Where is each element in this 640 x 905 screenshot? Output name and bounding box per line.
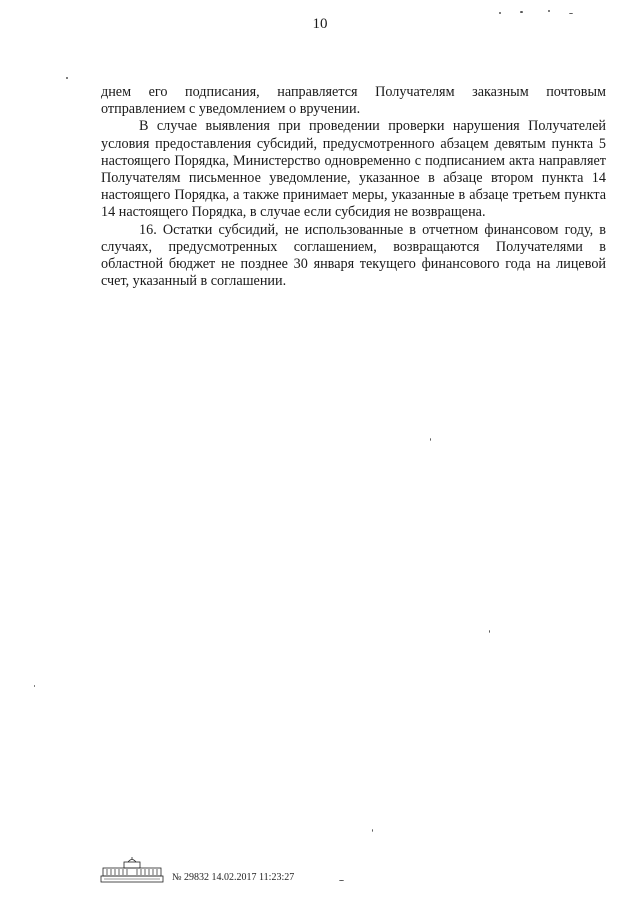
scan-speck [66, 77, 68, 79]
scan-speck [520, 11, 523, 13]
scan-speck [489, 630, 490, 633]
scan-speck [339, 880, 344, 881]
document-body [101, 84, 606, 290]
scan-speck [34, 685, 35, 687]
scan-speck [499, 12, 501, 14]
paragraph-item-16: 16. Остатки субсидий, не использованные в отчетном финансовом году, в случаях, предусмотренных соглашением, возвращаются Получателями в областной бюджет не позднее 30 января текущего финансового года на лицевой счет, указанный в соглашении. [101, 221, 606, 290]
registration-stamp: № 29832 14.02.2017 11:23:27 [172, 872, 295, 883]
page-number: 10 [312, 16, 328, 32]
scan-speck [372, 829, 373, 832]
government-building-seal-icon [100, 857, 164, 883]
document-footer [100, 857, 360, 887]
scan-speck [569, 13, 573, 14]
scan-speck [548, 10, 550, 12]
scan-speck [430, 438, 431, 441]
paragraph-continuation: днем его подписания, направляется Получателям заказным почтовым отправлением с уведомлением о вручении. [101, 84, 606, 118]
paragraph-violation-notice: В случае выявления при проведении проверки нарушения Получателей условия предоставления субсидий, предусмотренного абзацем девятым пункта 5 настоящего Порядка, Министерство одновременно с подписанием акта направляет Получателям письменное уведомление, указанное в абзаце втором пункта 14 настоящего Порядка, а также принимает меры, указанные в абзаце третьем пункта 14 настоящего Порядка, в случае если субсидия не возвращена. [101, 118, 606, 221]
